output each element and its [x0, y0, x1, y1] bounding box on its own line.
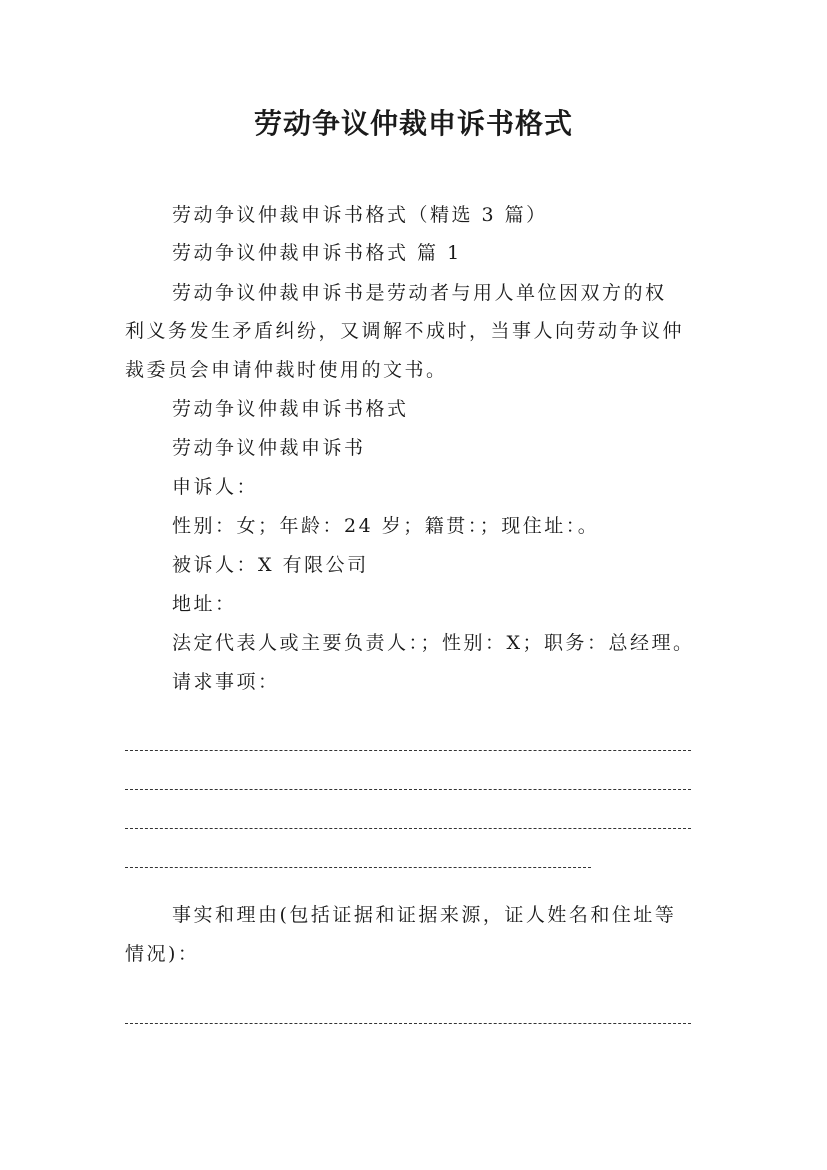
blank-line [125, 1023, 691, 1024]
blank-line [125, 750, 691, 751]
intro-line: 劳动争议仲裁申诉书格式（精选 3 篇） [172, 204, 548, 226]
facts-line: 事实和理由(包括证据和证据来源，证人姓名和住址等 [172, 904, 677, 926]
paragraph-line: 劳动争议仲裁申诉书是劳动者与用人单位因双方的权 [172, 282, 667, 304]
blank-line [125, 867, 591, 868]
format-heading: 劳动争议仲裁申诉书格式 [172, 398, 409, 420]
section-heading: 劳动争议仲裁申诉书格式 篇 1 [172, 242, 462, 264]
legal-rep-line: 法定代表人或主要负责人：；性别：X；职务：总经理。 [172, 632, 695, 654]
complainant-label: 申诉人： [172, 476, 259, 498]
claims-label: 请求事项： [172, 671, 280, 693]
complainant-info: 性别：女；年龄：24 岁；籍贯：；现住址：。 [172, 515, 600, 537]
document-title: 劳动争议仲裁申诉书格式 [253, 107, 573, 140]
doc-heading: 劳动争议仲裁申诉书 [172, 437, 366, 459]
paragraph-line: 裁委员会申请仲裁时使用的文书。 [125, 359, 448, 381]
address-label: 地址： [172, 593, 237, 615]
respondent-label: 被诉人：X 有限公司 [172, 554, 369, 576]
blank-line [125, 789, 691, 790]
facts-line: 情况)： [125, 943, 200, 965]
paragraph-line: 利义务发生矛盾纠纷，又调解不成时，当事人向劳动争议仲 [125, 320, 685, 342]
blank-line [125, 828, 691, 829]
